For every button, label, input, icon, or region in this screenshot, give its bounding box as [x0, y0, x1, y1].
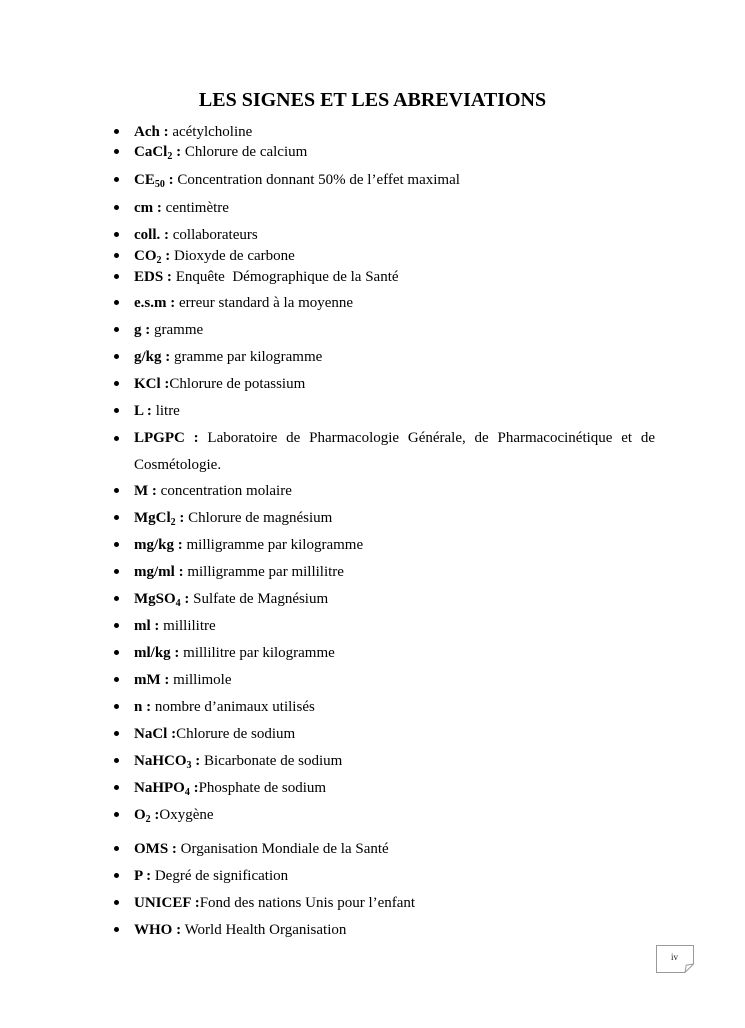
abbreviation-definition: Laboratoire de Pharmacologie Générale, de Pharmacocinétique et de	[198, 430, 656, 446]
abbreviation-definition: millilitre par kilogramme	[179, 645, 335, 661]
abbreviation-item	[134, 268, 399, 286]
abbreviation-definition: milligramme par kilogramme	[182, 537, 364, 553]
abbreviation-item	[134, 536, 363, 554]
abbreviation-item	[134, 806, 214, 824]
abbreviation-term-text: Ach :	[134, 124, 169, 140]
abbreviation-term	[134, 726, 176, 742]
abbreviation-term	[134, 564, 184, 580]
abbreviation-item	[134, 779, 326, 797]
abbreviation-definition-continued: Cosmétologie.	[134, 457, 222, 473]
abbreviation-term-text: coll. :	[134, 227, 169, 243]
abbreviation-term-text: NaCl :	[134, 726, 177, 742]
abbreviation-definition: Fond des nations Unis pour l’enfant	[199, 895, 416, 911]
abbreviation-line	[134, 425, 655, 452]
abbreviation-item	[134, 840, 389, 858]
abbreviation-term	[134, 376, 169, 392]
abbreviation-term	[134, 807, 159, 823]
abbreviation-term	[134, 172, 174, 188]
abbreviation-definition: gramme	[150, 322, 204, 338]
abbreviation-term-text: ml :	[134, 618, 160, 634]
abbreviation-term-text: P :	[134, 868, 152, 884]
abbreviation-term	[134, 591, 189, 607]
abbreviation-term-text: M :	[134, 483, 157, 499]
abbreviation-term	[134, 200, 162, 216]
abbreviation-item	[134, 294, 353, 312]
abbreviation-definition: Degré de signification	[151, 868, 289, 884]
abbreviation-definition: Chlorure de magnésium	[184, 510, 333, 526]
abbreviation-definition: Sulfate de Magnésium	[189, 591, 329, 607]
abbreviation-definition: millimole	[169, 672, 232, 688]
abbreviation-item	[134, 752, 342, 770]
abbreviation-definition: Dioxyde de carbone	[170, 248, 295, 264]
abbreviation-term-text: O	[134, 807, 146, 823]
abbreviation-term	[134, 403, 152, 419]
abbreviation-term-subscript: 50	[154, 179, 165, 190]
abbreviation-term	[134, 144, 181, 160]
abbreviation-term	[134, 780, 199, 796]
abbreviation-term-text: KCl :	[134, 376, 170, 392]
abbreviation-definition: Enquête Démographique de la Santé	[171, 269, 399, 285]
abbreviation-definition: litre	[151, 403, 180, 419]
abbreviation-item	[134, 894, 415, 912]
abbreviation-item	[134, 375, 305, 393]
abbreviation-term-text: ml/kg :	[134, 645, 180, 661]
abbreviation-item	[134, 199, 229, 217]
abbreviation-item	[134, 867, 288, 885]
abbreviation-term-text: cm :	[134, 200, 162, 216]
abbreviation-item	[134, 698, 315, 716]
abbreviation-term	[134, 124, 169, 140]
abbreviation-term-text: mM :	[134, 672, 170, 688]
abbreviation-term-text: WHO :	[134, 922, 182, 938]
abbreviation-term	[134, 699, 151, 715]
abbreviation-term-subscript: 3	[186, 760, 192, 771]
abbreviation-term	[134, 672, 169, 688]
abbreviation-item	[134, 671, 232, 689]
abbreviation-item	[134, 590, 328, 608]
page-number: iv	[670, 952, 678, 962]
abbreviation-term	[134, 537, 183, 553]
abbreviation-term-text: EDS :	[134, 269, 172, 285]
abbreviation-term-separator: :	[150, 807, 160, 823]
page-title: LES SIGNES ET LES ABREVIATIONS	[198, 89, 547, 111]
abbreviation-term	[134, 322, 150, 338]
abbreviation-term-text: g :	[134, 322, 151, 338]
abbreviation-definition: centimètre	[161, 200, 229, 216]
abbreviation-item	[134, 425, 655, 479]
abbreviation-definition: Concentration donnant 50% de l’effet maximal	[173, 172, 460, 188]
abbreviation-term-text: mg/kg :	[134, 537, 183, 553]
abbreviation-term-subscript: 2	[167, 151, 173, 162]
abbreviation-definition: erreur standard à la moyenne	[175, 295, 354, 311]
abbreviation-definition: Organisation Mondiale de la Santé	[176, 841, 389, 857]
abbreviation-term-text: LPGPC :	[134, 430, 199, 446]
abbreviation-term-text: MgCl	[134, 510, 171, 526]
abbreviation-term-text: UNICEF :	[134, 895, 200, 911]
abbreviation-definition: Phosphate de sodium	[198, 780, 327, 796]
abbreviation-item	[134, 644, 335, 662]
abbreviation-term	[134, 269, 172, 285]
abbreviation-term-text: OMS :	[134, 841, 177, 857]
abbreviation-item	[134, 563, 344, 581]
abbreviation-line	[134, 452, 655, 479]
abbreviation-item	[134, 725, 295, 743]
abbreviation-term-subscript: 2	[145, 814, 151, 825]
abbreviation-term-text: L :	[134, 403, 152, 419]
abbreviation-definition: Bicarbonate de sodium	[200, 753, 343, 769]
abbreviation-definition: millilitre	[159, 618, 216, 634]
abbreviation-definition: Chlorure de potassium	[169, 376, 306, 392]
abbreviation-term-text: NaHCO	[134, 753, 187, 769]
abbreviation-term-separator: :	[191, 753, 201, 769]
abbreviation-term-subscript: 2	[170, 517, 176, 528]
abbreviation-term-separator: :	[164, 172, 174, 188]
abbreviation-term	[134, 349, 170, 365]
abbreviation-term	[134, 753, 200, 769]
abbreviation-term-subscript: 2	[156, 255, 162, 266]
abbreviation-term	[134, 922, 181, 938]
abbreviation-term-text: CO	[134, 248, 157, 264]
abbreviation-term	[134, 841, 177, 857]
abbreviation-term-text: NaHPO	[134, 780, 185, 796]
abbreviation-term-text: CE	[134, 172, 155, 188]
abbreviation-term-separator: :	[175, 510, 185, 526]
abbreviation-definition: milligramme par millilitre	[183, 564, 344, 580]
abbreviation-item	[134, 247, 295, 265]
abbreviation-definition: gramme par kilogramme	[170, 349, 323, 365]
abbreviation-definition: Chlorure de sodium	[176, 726, 296, 742]
abbreviation-definition: concentration molaire	[156, 483, 292, 499]
abbreviation-term-text: e.s.m :	[134, 295, 176, 311]
abbreviation-term-text: MgSO	[134, 591, 176, 607]
abbreviation-term-text: mg/ml :	[134, 564, 184, 580]
abbreviation-definition: Oxygène	[159, 807, 214, 823]
abbreviation-term-text: n :	[134, 699, 152, 715]
abbreviation-term-separator: :	[172, 144, 182, 160]
abbreviation-term	[134, 645, 179, 661]
abbreviation-definition: acétylcholine	[168, 124, 253, 140]
abbreviation-term-subscript: 4	[175, 598, 181, 609]
abbreviation-item	[134, 226, 258, 244]
abbreviation-item	[134, 482, 292, 500]
abbreviation-term	[134, 510, 184, 526]
abbreviation-definition: Chlorure de calcium	[181, 144, 308, 160]
page-number-box	[656, 945, 694, 973]
abbreviation-term	[134, 483, 157, 499]
abbreviation-item	[134, 321, 203, 339]
abbreviation-term-separator: :	[189, 780, 199, 796]
abbreviation-term	[134, 430, 199, 446]
abbreviation-item	[134, 402, 180, 420]
abbreviation-term	[134, 227, 169, 243]
abbreviation-item	[134, 123, 252, 141]
abbreviation-term-separator: :	[180, 591, 190, 607]
abbreviation-definition: World Health Organisation	[181, 922, 347, 938]
abbreviation-term	[134, 295, 175, 311]
abbreviation-item	[134, 921, 346, 939]
abbreviation-item	[134, 171, 460, 189]
abbreviation-item	[134, 143, 307, 161]
abbreviation-item	[134, 617, 216, 635]
abbreviation-term	[134, 895, 200, 911]
abbreviation-definition: collaborateurs	[169, 227, 258, 243]
abbreviation-item	[134, 348, 322, 366]
abbreviation-term-separator: :	[161, 248, 171, 264]
abbreviation-term	[134, 248, 170, 264]
abbreviation-term-subscript: 4	[184, 787, 190, 798]
abbreviation-term	[134, 618, 159, 634]
abbreviation-item	[134, 509, 332, 527]
abbreviation-definition: nombre d’animaux utilisés	[151, 699, 315, 715]
abbreviation-term-text: g/kg :	[134, 349, 171, 365]
abbreviation-term-text: CaCl	[134, 144, 168, 160]
abbreviation-term	[134, 868, 151, 884]
